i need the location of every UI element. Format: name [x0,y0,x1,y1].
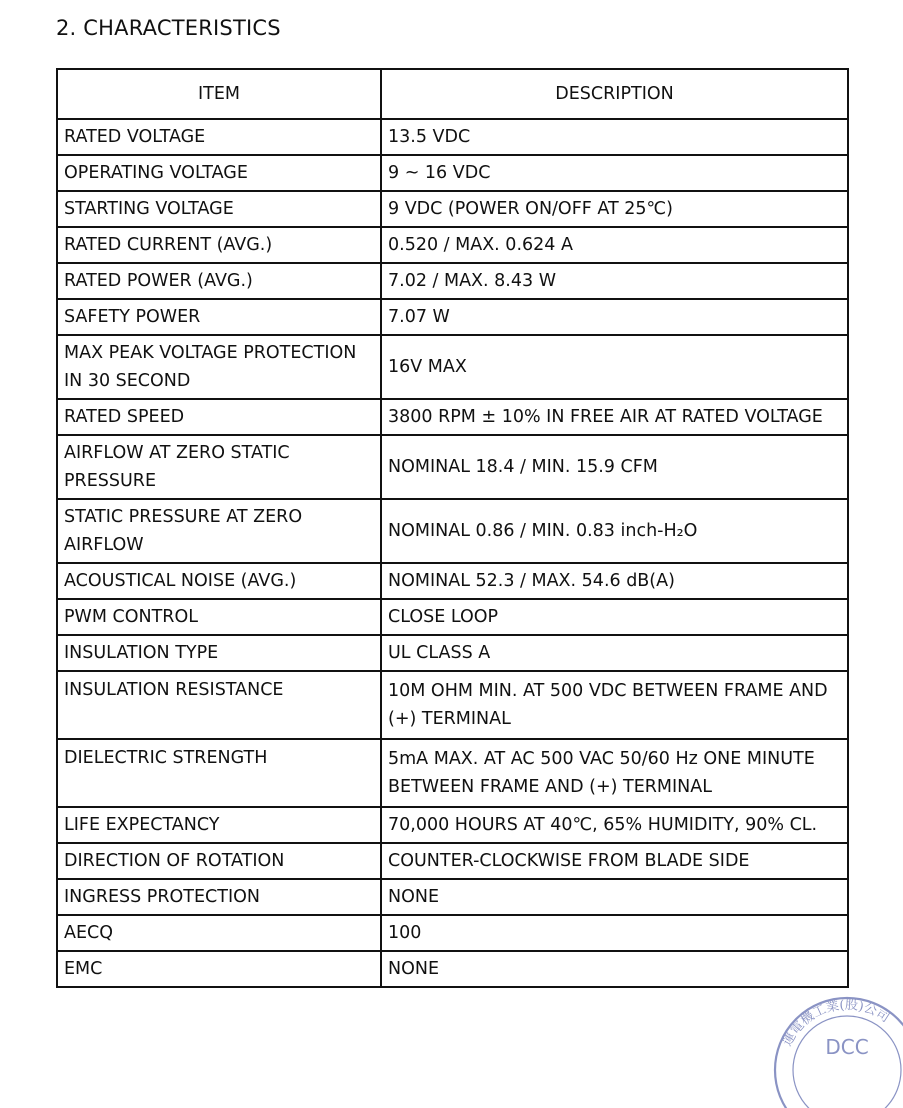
row-description: 9 ~ 16 VDC [381,155,848,191]
row-description: 10M OHM MIN. AT 500 VDC BETWEEN FRAME AND (+) TERMINAL [381,671,848,739]
row-description: 9 VDC (POWER ON/OFF AT 25℃) [381,191,848,227]
row-item: STARTING VOLTAGE [57,191,381,227]
row-item: AIRFLOW AT ZERO STATIC PRESSURE [57,435,381,499]
table-row [57,227,848,263]
header-item: ITEM [57,69,381,119]
row-item: RATED VOLTAGE [57,119,381,155]
row-item: INSULATION RESISTANCE [57,671,381,739]
row-item: RATED CURRENT (AVG.) [57,227,381,263]
row-description: 3800 RPM ± 10% IN FREE AIR AT RATED VOLTAGE [381,399,848,435]
table-row [57,499,848,563]
table-row [57,807,848,843]
table-row [57,263,848,299]
section-heading: 2. CHARACTERISTICS [56,16,281,40]
table-row [57,191,848,227]
table-row [57,843,848,879]
row-description: NONE [381,951,848,987]
row-item: MAX PEAK VOLTAGE PROTECTION IN 30 SECOND [57,335,381,399]
header-description: DESCRIPTION [381,69,848,119]
row-item: PWM CONTROL [57,599,381,635]
row-item: STATIC PRESSURE AT ZERO AIRFLOW [57,499,381,563]
seal-inner-ring [793,1016,901,1108]
row-description: 70,000 HOURS AT 40℃, 65% HUMIDITY, 90% CL. [381,807,848,843]
row-item: ACOUSTICAL NOISE (AVG.) [57,563,381,599]
seal-code: DCC [825,1035,869,1059]
characteristics-table [56,68,849,988]
table-row [57,671,848,739]
row-item: INGRESS PROTECTION [57,879,381,915]
row-description: 100 [381,915,848,951]
table-row [57,951,848,987]
row-item: DIELECTRIC STRENGTH [57,739,381,807]
row-description: NOMINAL 52.3 / MAX. 54.6 dB(A) [381,563,848,599]
row-item: AECQ [57,915,381,951]
row-description: 7.07 W [381,299,848,335]
table-header-row [57,69,848,119]
table-row [57,599,848,635]
row-item: INSULATION TYPE [57,635,381,671]
row-description: 16V MAX [381,335,848,399]
row-item: RATED POWER (AVG.) [57,263,381,299]
table-row [57,739,848,807]
table-row [57,399,848,435]
table-row [57,335,848,399]
row-description: 7.02 / MAX. 8.43 W [381,263,848,299]
row-item: EMC [57,951,381,987]
seal-arc-text: 運電機工業(股)公司 [780,997,892,1049]
row-item: RATED SPEED [57,399,381,435]
row-description: COUNTER-CLOCKWISE FROM BLADE SIDE [381,843,848,879]
company-seal-stamp [772,998,903,1108]
row-item: DIRECTION OF ROTATION [57,843,381,879]
table-row [57,435,848,499]
row-description: 0.520 / MAX. 0.624 A [381,227,848,263]
row-description: UL CLASS A [381,635,848,671]
table-row [57,563,848,599]
table-row [57,879,848,915]
row-description: CLOSE LOOP [381,599,848,635]
table-row [57,119,848,155]
row-description: 13.5 VDC [381,119,848,155]
table-row [57,155,848,191]
table-row [57,635,848,671]
row-item: SAFETY POWER [57,299,381,335]
row-item: OPERATING VOLTAGE [57,155,381,191]
row-description: NOMINAL 0.86 / MIN. 0.83 inch-H₂O [381,499,848,563]
table-row [57,915,848,951]
row-item: LIFE EXPECTANCY [57,807,381,843]
table-row [57,299,848,335]
row-description: NONE [381,879,848,915]
row-description: NOMINAL 18.4 / MIN. 15.9 CFM [381,435,848,499]
row-description: 5mA MAX. AT AC 500 VAC 50/60 Hz ONE MINUTE BETWEEN FRAME AND (+) TERMINAL [381,739,848,807]
